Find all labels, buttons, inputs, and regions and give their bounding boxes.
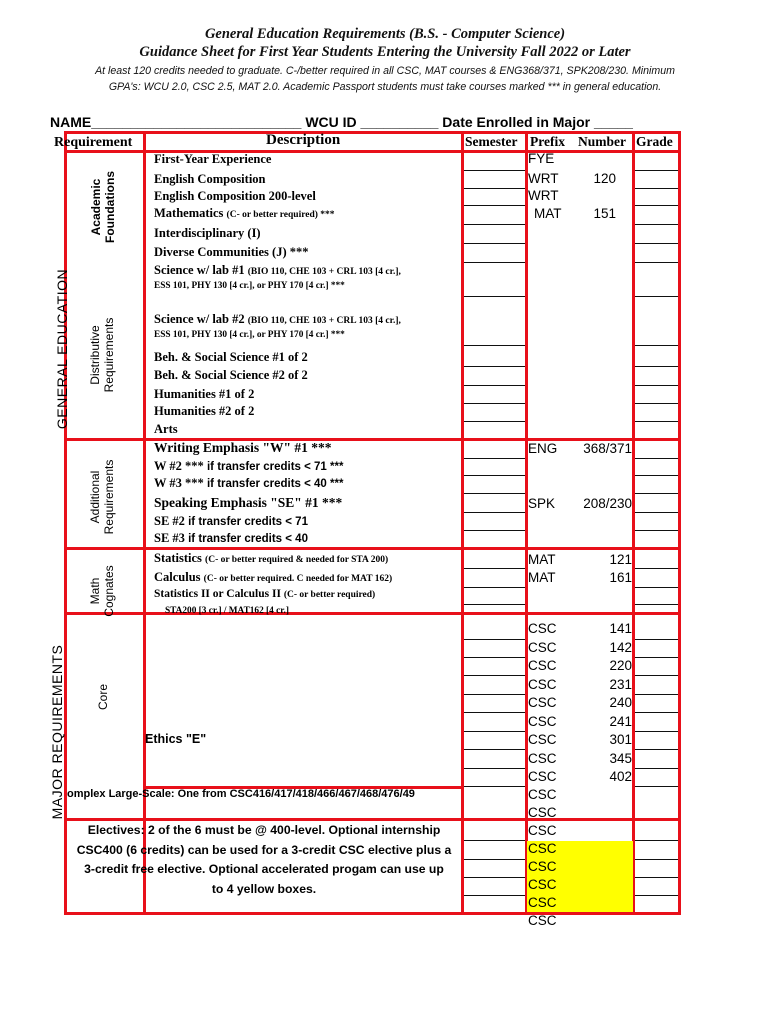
row-science-lab-2-options: ESS 101, PHY 130 [4 cr.], or PHY 170 [4 cr.] *** [154,330,345,340]
elective-course-prefix: CSC [528,877,557,892]
row-divider [635,877,678,878]
number-calculus: 161 [609,570,632,585]
row-divider [635,749,678,750]
row-divider [464,712,525,713]
core-course-number: 231 [609,676,632,692]
row-statistics: Statistics (C- or better required & needed for STA 200) [154,551,389,565]
row-science-lab-2: Science w/ lab #2 (BIO 110, CHE 103 + CRL 103 [4 cr.], [154,312,401,326]
row-divider [635,639,678,640]
row-divider [635,530,678,531]
row-mathematics: Mathematics (C- or better required) *** [154,206,335,220]
row-divider [635,694,678,695]
row-english-composition-200: English Composition 200-level [154,189,316,203]
row-divider [635,170,678,171]
header-number: Number [578,134,626,149]
row-divider [635,859,678,860]
core-course-number: 142 [609,639,632,655]
row-divider [635,385,678,386]
row-divider [635,512,678,513]
row-humanities-2: Humanities #2 of 2 [154,404,255,418]
prefix-complex-large-scale: CSC [528,787,557,802]
header-prefix: Prefix [530,134,565,149]
core-course-prefix: CSC [528,713,557,729]
label-general-education: GENERAL EDUCATION [54,268,70,430]
row-divider [635,243,678,244]
row-divider [464,877,525,878]
row-divider [464,296,525,297]
row-divider [464,749,525,750]
row-first-year-experience: First-Year Experience [154,152,272,166]
row-diverse-communities: Diverse Communities (J) *** [154,245,309,259]
row-divider [464,657,525,658]
number-mat: 151 [593,206,616,221]
core-course-number: 220 [609,658,632,673]
row-divider [464,786,525,787]
row-divider [635,262,678,263]
row-writing-emphasis-3: W #3 *** if transfer credits < 40 *** [154,476,344,490]
row-humanities-1: Humanities #1 of 2 [154,387,255,401]
row-divider [635,895,678,896]
prefix-wrt-200: WRT [528,188,559,203]
label-core: Core [96,684,110,711]
row-divider [464,675,525,676]
row-divider [635,421,678,422]
prefix-mat: MAT [534,206,562,221]
row-divider [635,475,678,476]
student-info-line: NAME___________________________ WCU ID __________ Date Enrolled in Major _____ [50,114,633,130]
row-statistics-ii-options: STA200 [3 cr.] / MAT162 [4 cr.] [165,606,289,616]
core-course-number: 301 [609,732,632,747]
prefix-calculus: MAT [528,570,556,585]
row-writing-emphasis-1: Writing Emphasis "W" #1 *** [154,440,332,455]
core-course-prefix: CSC [528,658,557,673]
elective-course-prefix: CSC [528,841,557,856]
header-semester: Semester [465,134,518,149]
row-divider [464,345,525,346]
row-divider [464,604,525,605]
row-divider [464,421,525,422]
elective-course-prefix: CSC [528,913,557,928]
row-english-composition: English Composition [154,172,266,186]
row-writing-emphasis-2: W #2 *** if transfer credits < 71 *** [154,459,344,473]
prefix-wrt: WRT [528,171,559,186]
row-divider [635,224,678,225]
core-course-prefix: CSC [528,676,557,692]
row-science-lab-1: Science w/ lab #1 (BIO 110, CHE 103 + CRL 103 [4 cr.], [154,263,401,277]
row-divider [464,493,525,494]
row-divider [464,530,525,531]
core-course-prefix: CSC [528,732,557,747]
row-divider [635,712,678,713]
number-spk: 208/230 [583,496,632,511]
row-divider [464,895,525,896]
row-divider [635,345,678,346]
row-divider [635,366,678,367]
number-wrt: 120 [593,171,616,186]
row-speaking-emphasis-3: SE #3 if transfer credits < 40 [154,531,308,545]
row-divider [635,568,678,569]
row-divider [464,385,525,386]
requirements-note-line-2: GPA's: WCU 2.0, CSC 2.5, MAT 2.0. Academic Passport students must take courses marked *** in general education. [108,81,662,93]
row-beh-social-2: Beh. & Social Science #2 of 2 [154,368,308,382]
title-line-1: General Education Requirements (B.S. - Computer Science) [204,26,566,42]
row-divider [635,587,678,588]
label-academic-foundations: Academic Foundations [89,171,117,243]
row-divider [635,403,678,404]
row-calculus: Calculus (C- or better required. C needed for MAT 162) [154,570,393,584]
core-course-number: 241 [609,713,632,729]
row-arts: Arts [154,422,178,436]
row-beh-social-1: Beh. & Social Science #1 of 2 [154,350,308,364]
elective-course-prefix: CSC [528,805,557,820]
row-divider [464,568,525,569]
row-divider [635,458,678,459]
label-distributive-requirements: Distributive Requirements [88,317,116,393]
core-course-number: 402 [609,769,632,784]
row-divider [635,296,678,297]
row-divider [464,840,525,841]
label-additional-requirements: Additional Requirements [88,459,116,535]
row-divider [464,587,525,588]
row-statistics-ii-calculus-ii: Statistics II or Calculus II (C- or better required) [154,588,376,600]
row-divider [464,859,525,860]
label-major-requirements: MAJOR REQUIREMENTS [49,644,65,820]
row-divider [635,188,678,189]
requirements-note-line-1: At least 120 credits needed to graduate. C-/better required in all CSC, MAT courses & ENG368/371, SPK208/230. Minimum [95,65,675,77]
header-description: Description [266,132,341,148]
row-divider [464,262,525,263]
row-divider [464,639,525,640]
row-divider [464,458,525,459]
number-eng: 368/371 [583,441,632,456]
row-divider [464,694,525,695]
row-divider [464,243,525,244]
row-divider [464,366,525,367]
row-divider [635,604,678,605]
row-divider [464,475,525,476]
row-divider [464,731,525,732]
row-divider [635,768,678,769]
label-math-cognates: Math Cognates [88,565,116,617]
row-divider [635,675,678,676]
row-divider [635,786,678,787]
row-divider [464,512,525,513]
prefix-statistics: MAT [528,552,556,567]
core-course-prefix: CSC [528,695,557,710]
prefix-fye: FYE [528,151,555,166]
prefix-eng: ENG [528,441,558,456]
electives-description: Electives: 2 of the 6 must be @ 400-level. Optional internship CSC400 (6 credits) can be used for a 3-credit CSC elective plus a 3-credit free elective. Optional accelerated progam can use up to 4 yellow boxes. [76,823,452,897]
title-line-2: Guidance Sheet for First Year Students Entering the University Fall 2022 or Later [139,44,631,60]
elective-course-prefix: CSC [528,859,557,874]
row-divider [635,493,678,494]
row-complex-large-scale: omplex Large-Scale: One from CSC416/417/418/466/467/468/476/49 [67,788,415,800]
row-divider [635,205,678,206]
header-grade: Grade [636,134,673,149]
row-speaking-emphasis-2: SE #2 if transfer credits < 71 [154,514,308,528]
core-course-prefix: CSC [528,750,557,766]
row-divider [464,768,525,769]
elective-course-prefix: CSC [528,823,557,838]
elective-course-prefix: CSC [528,895,557,910]
core-course-number: 141 [609,621,632,636]
header-requirement: Requirement [54,135,133,150]
number-statistics: 121 [609,552,632,567]
row-divider [635,840,678,841]
core-course-prefix: CSC [528,639,557,655]
row-interdisciplinary: Interdisciplinary (I) [154,226,261,240]
row-science-lab-1-options: ESS 101, PHY 130 [4 cr.], or PHY 170 [4 cr.] *** [154,281,345,291]
row-divider [464,224,525,225]
core-course-number: 345 [609,750,632,766]
row-speaking-emphasis-1: Speaking Emphasis "SE" #1 *** [154,495,343,510]
core-course-prefix: CSC [528,621,557,636]
row-divider [635,657,678,658]
row-ethics: Ethics "E" [145,732,207,746]
row-divider [464,403,525,404]
prefix-spk: SPK [528,496,556,511]
core-course-prefix: CSC [528,769,557,784]
core-course-number: 240 [609,695,632,710]
row-divider [635,731,678,732]
row-divider [464,188,525,189]
